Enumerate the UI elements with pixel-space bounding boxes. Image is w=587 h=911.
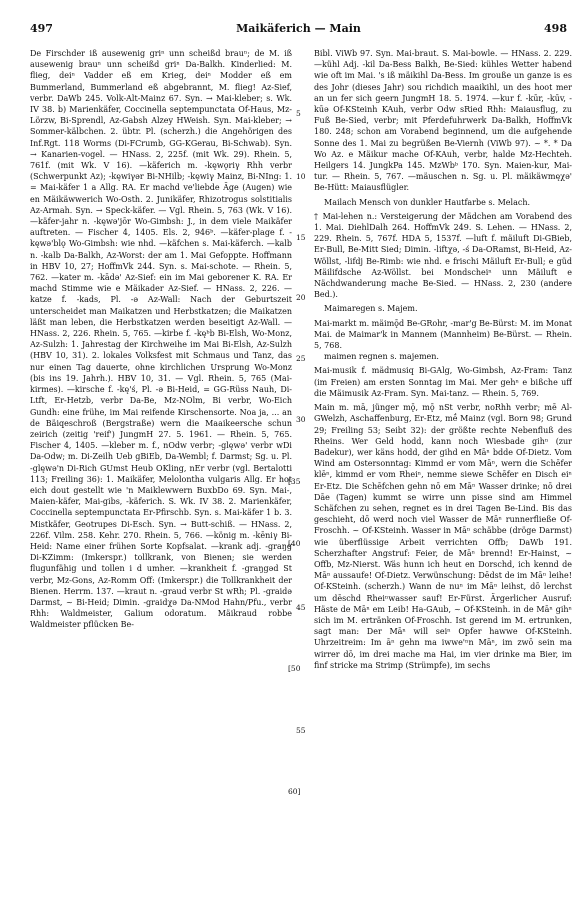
running-title: Maikäferich — Main	[236, 22, 361, 35]
line-marker: 60]	[288, 787, 301, 796]
entry-paragraph: maimen regnen s. majemen.	[324, 352, 439, 362]
entry-paragraph: † Mai-lehen n.: Versteigerung der Mädchen am Vorabend des 1. Mai. DiehlDalh 264. HoffmVk 249. S. Lehen. — HNass. 2, 229. Rhein. 5, 767f. HDA 5, 1537f. —luft f. mäiluft Di-GBieb, Er-Bull, Be-Mitt Sied; Dimin. -liftχǝ, -ś Da-ORamst, Bi-Heid, Az-Wöllst, -lifdj Be-Rimb: wie nhd. e frischi Mäiluft Er-Bull; e güd Mäilifdsche Az-Wöllst. bei Mondscheiⁿ unn Mäiluft e Nächdwanderung mache Be-Sied. — HNass. 2, 230 (andere Bed.).	[314, 211, 572, 300]
left-column	[30, 48, 292, 891]
page-number-right: 498	[544, 22, 567, 35]
line-marker: 5	[296, 109, 301, 118]
entry-paragraph: Bibl. ViWb 97. Syn. Mai-braut. S. Mai-bowle. — HNass. 2. 229. —kühl Adj. -kil Da-Bess Balkh, Be-Sied: kühles Wetter habend wie oft im Mai. 's iß mäikihl Da-Bess. Im grouße un ganze is es des Johr (dieses Jahr) sou richdich maaikihl, un des hoot mer an un fer sich geern JungmH 18. 5. 1974. —kur f. -kūr, -kūv, -kūǝ Of-KSteinh KAuh, verbr Odw sRied Rhh: Maiausflug, zu Fuß Be-Sied, verbr; mit Pferdefuhrwerk Da-Balkh, HoffmVk 180. 248; schon am Vorabend beginnend, um die aufgehende Sonne des 1. Mai zu begrüßen Be-Viernh (ViWb 97). ~ *. * Da Wo Az. e Mäikur mache Of-KAuh, verbr, halde Mz-Hechteh. Heilgers 14. JungkPa 145. MzWbᵇ 170. Syn. Maien-kur, Mai-tur. — Rhein. 5, 767. —mäuschen n. Sg. u. Pl. mäikäwmęχǝ' Be-Hütt: Maiausflügler.	[314, 49, 572, 193]
line-marker: 20	[296, 293, 306, 302]
line-marker: 55	[296, 726, 306, 735]
right-column	[314, 48, 572, 891]
line-marker: 15	[296, 233, 306, 242]
entry-paragraph: Mailach Mensch von dunkler Hautfarbe s. Melach.	[324, 197, 531, 207]
entry-paragraph: Mai-markt m. mäimǭd Be-GRohr, -mar'g Be-Bürst: M. im Monat Mai. de Maimar'k in Mannem (Mannheim) Be-Bürst. — Rhein. 5, 768.	[314, 318, 572, 351]
line-marker: [35	[288, 477, 301, 486]
line-marker: 45	[296, 603, 306, 612]
page-number-left: 497	[30, 22, 53, 35]
line-marker: 10	[296, 172, 306, 181]
line-marker: [50	[288, 664, 301, 673]
line-marker: 25	[296, 354, 306, 363]
line-marker: [40	[288, 539, 301, 548]
entry-paragraph: Mai-musik f. mädmusiq Bi-GAlg, Wo-Gimbsh, Az-Fram: Tanz (im Freien) am ersten Sonntag im Mai. Mer gehⁿ e bißche uff die Mäimusik Az-Fram. Syn. Mai-tanz. — Rhein. 5, 769.	[314, 366, 572, 398]
entry-paragraph: Main m. mā, jünger mǭ, mǭ nSt verbr, noRhh verbr; mē Al-GWelzh, Aschaffenburg, Er-Etz, mḗ Mainz (vgl. Born 98; Grund 29; Freiling 53; Seibt 32): der größte rechte Nebenfluß des Rheins. Wer Geld hodd, kann noch Wiesbade gihⁿ (zur Badekur), wer käns hodd, der gihd en Māⁿ bdde Of-Dietz. Vom Wind am Ostersonntag: Kimmd er vom Māⁿ, wern die Schēfer klēⁿ, kimmd er vom Rheiⁿ, nemme siewe Schēfer en Disch eiⁿ Er-Etz. Die Schēfchen gehn nō em Māⁿ Wasser drinke; nō drei Dāe (Tagen) kummt se wirre unn pisse sind am Himmel Schäfchen zu sehen, regnet es in drei Tagen Be-Lind. Bis das geschieht, dō werd noch viel Wasser de Māⁿ runnerfließe Of-Froschh. ~ Of-KSteinh. Wasser in Māⁿ schäbbe (dröge Darmst) wie überflüssige Arbeit verrichten Offb; DaWb 191. Scherzhafter Angstruf: Feier, de Māⁿ brennd! Er-Hainst, ~ Offb, Mz-Nierst. Wäs hunn ich heut en Dorschd, ich kennd de Māⁿ aussaufe! Of-Dietz. Verwünschung: Dēdst de im Māⁿ leihe! Of-KSteinh. (scherzh.) Wann de nuⁿ im Māⁿ leihst, dō lerchst um dēschd Rheiⁿwasser sauf! Er-Fürst. Ärgerlicher Ausruf: Häste de Māⁿ em Leib! Ha-GAub, ~ Of-KSteinh. in de Māⁿ gihⁿ sich im M. ertränken Of-Froschh. Ist gerend im M. ertrunken, sagt man: Der Māⁿ will seiⁿ Opfer hawwe Of-KSteinh. Uhrzeitreim: Im āⁿ gehn ma iwwe'ⁿn Māⁿ, im zwō sein ma wirrer dō, im drei mache ma Hai, im vier drinke ma Bier, im finf stricke ma Strimp (Strümpfe), im sechs	[314, 403, 572, 670]
page-header	[30, 22, 567, 38]
line-marker: 30	[296, 415, 306, 424]
left-column-text: De Firschder iß ausewenig griⁿ unn scheißd brauⁿ; de M. iß ausewenig brauⁿ unn scheißd griⁿ Da-Balkh. Kinderlied: M. flieg, deiⁿ Vadder eß em Krieg, deiⁿ Modder eß em Bummerland, Bummerland eß abgebrannt, M. flieg! Az-Sief, verbr. DaWb 245. Volk-Alt-Mainz 67. Syn. → Mai-kleber; s. Wk. IV 38. b) Marienkäfer, Coccinella septempunctata Of-Haus, Mz-Lörzw, Bi-Sprendl, Az-Gabsh Alzey HWeish. Syn. Mai-kleber; → Sommer-kälbchen. 2. übtr. Pl. (scherzh.) die Angehörigen des Inf.Rgt. 118 Worms (Di-FCrumb, GG-KGerau, Bi-Schwab). Syn. → Kanarien-vogel. — HNass. 2, 225f. (mit Wk. 29). Rhein. 5, 761f. (mit Wk. V 16). —käferich m. -kęwǫriγ Rhh verbr (Schwerpunkt Az); -kęwiγǝr Bi-NHilb; -kęwiγ Mainz, Bi-NIng: 1. = Mai-käfer 1 a Allg. RA. Er machd ve'liebde Äge (Augen) wie en Mäikäwwerich Wo-Osth. 2. Junikäfer, Rhizotrogus solstitialis Az-Armah. Syn. → Speck-käfer. — Vgl. Rhein. 5, 763 (Wk. V 16). —käfer-jahr n. -kęwǝ'jōr Wo-Gimbsh: J., in dem viele Maikäfer auftreten. — Fischer 4, 1405. Els. 2, 946ᵇ. —käfer-plage f. -kęwǝ'blǫ Wo-Gimbsh: wie nhd. —käfchen s. Mai-käferch. —kalb n. -kalb Da-Balkh, Az-Worst: der am 1. Mai Gefoppte. Hoffmann in HBV 10, 27; HoffmVk 244. Syn. s. Mai-schote. — Rhein. 5, 762. —kater m. -kādǝ' Az-Sief: ein im Mai geborener K. RA. Er machd Stimme wie e Mäikader Az-Sief. — HNass. 2, 226. —katze f. -kads, Pl. -ǝ Az-Wall: Nach der Geburtszeit unterscheidet man Maikatzen und Herbstkatzen; die Maikatzen läßt man leben, die Herbstkatzen werden beseitigt Az-Wall. — HNass. 2, 226. Rhein. 5, 765. —kirbe f. -kęᵇb Bi-Elsh, Wo-Monz, Az-Sulzh: 1. Jahrestag der Kirchweihe im Mai Bi-Elsh, Az-Sulzh (HBV 10, 31). 2. lokales Volksfest mit Schmaus und Tanz, das nur einen Tag dauerte, ohne kirchlichen Ursprung Wo-Monz (bis ins 19. Jahrh.). HBV 10, 31. — Vgl. Rhein. 5, 765 (Mai-kirmes). —kirsche f. -kę'ś, Pl. -ǝ Bi-Heid, = GG-Rüss Nauh, Di-Ltft, Er-Hetzb, verbr Da-Be, Mz-NOlm, Bi verbr, Wo-Eich Gundh: eine frühe, im Mai reifende Kirschensorte. Noa ja, ... an de Bäiqeschroß (Bergstraße) wern die Maaikeersche schun zeirich (zeitig 'reif') JungmH 27. 5. 1961. — Rhein. 5, 765. Fischer 4, 1405. —kleber m. f., nOdw verbr; -glęwǝ' verbr wDi Da-Odw; m. Di-Zeilh Ueb gBiEb, Da-Wembl; f. Darmst; Sg. u. Pl. -glęwǝ'n Di-Rich GUmst Heub OKling, nEr verbr (vgl. Bertalotti 113; Freiling 36): 1. Maikäfer, Melolontha vulgaris Allg. Er hot eich dout gestellt wie 'n Maiklewwern BuxbDo 69. Syn. Mai-, Maien-käfer, Mai-gibs, -käferich. S. Wk. IV 38. 2. Marienkäfer, Coccinella septempunctata Er-Pfirschb. Syn. s. Mai-käfer 1 b. 3. Mistkäfer, Geotrupes Di-Esch. Syn. → Butt-schiß. — HNass. 2, 226f. Vilm. 258. Kehr. 270. Rhein. 5, 766. —könig m. -kēniγ Bi-Heid: Name einer frühen Sorte Kopfsalat. —krank adj. -graŋg Di-KZimm: (Imkerspr.) tollkrank, von Bienen; sie werden flugunfähig und tollen i d umher. —krankheit f. -graŋgǝd St verbr, Mz-Gons, Az-Romm Off: (Imkerspr.) die Tollkrankheit der Bienen. Herrm. 137. —kraut n. -graud verbr St wRh; Pl. -graidǝ Darmst, ~ Bi-Heid; Dimin. -graidχǝ Da-NMod Hahn/Pfu., verbr Rhh: Waldmeister, Galium odoratum. Mäikraud robbe Waldmeister pflücken Be-	[30, 49, 292, 630]
entry-paragraph: Maimaregen s. Majem.	[324, 304, 418, 314]
